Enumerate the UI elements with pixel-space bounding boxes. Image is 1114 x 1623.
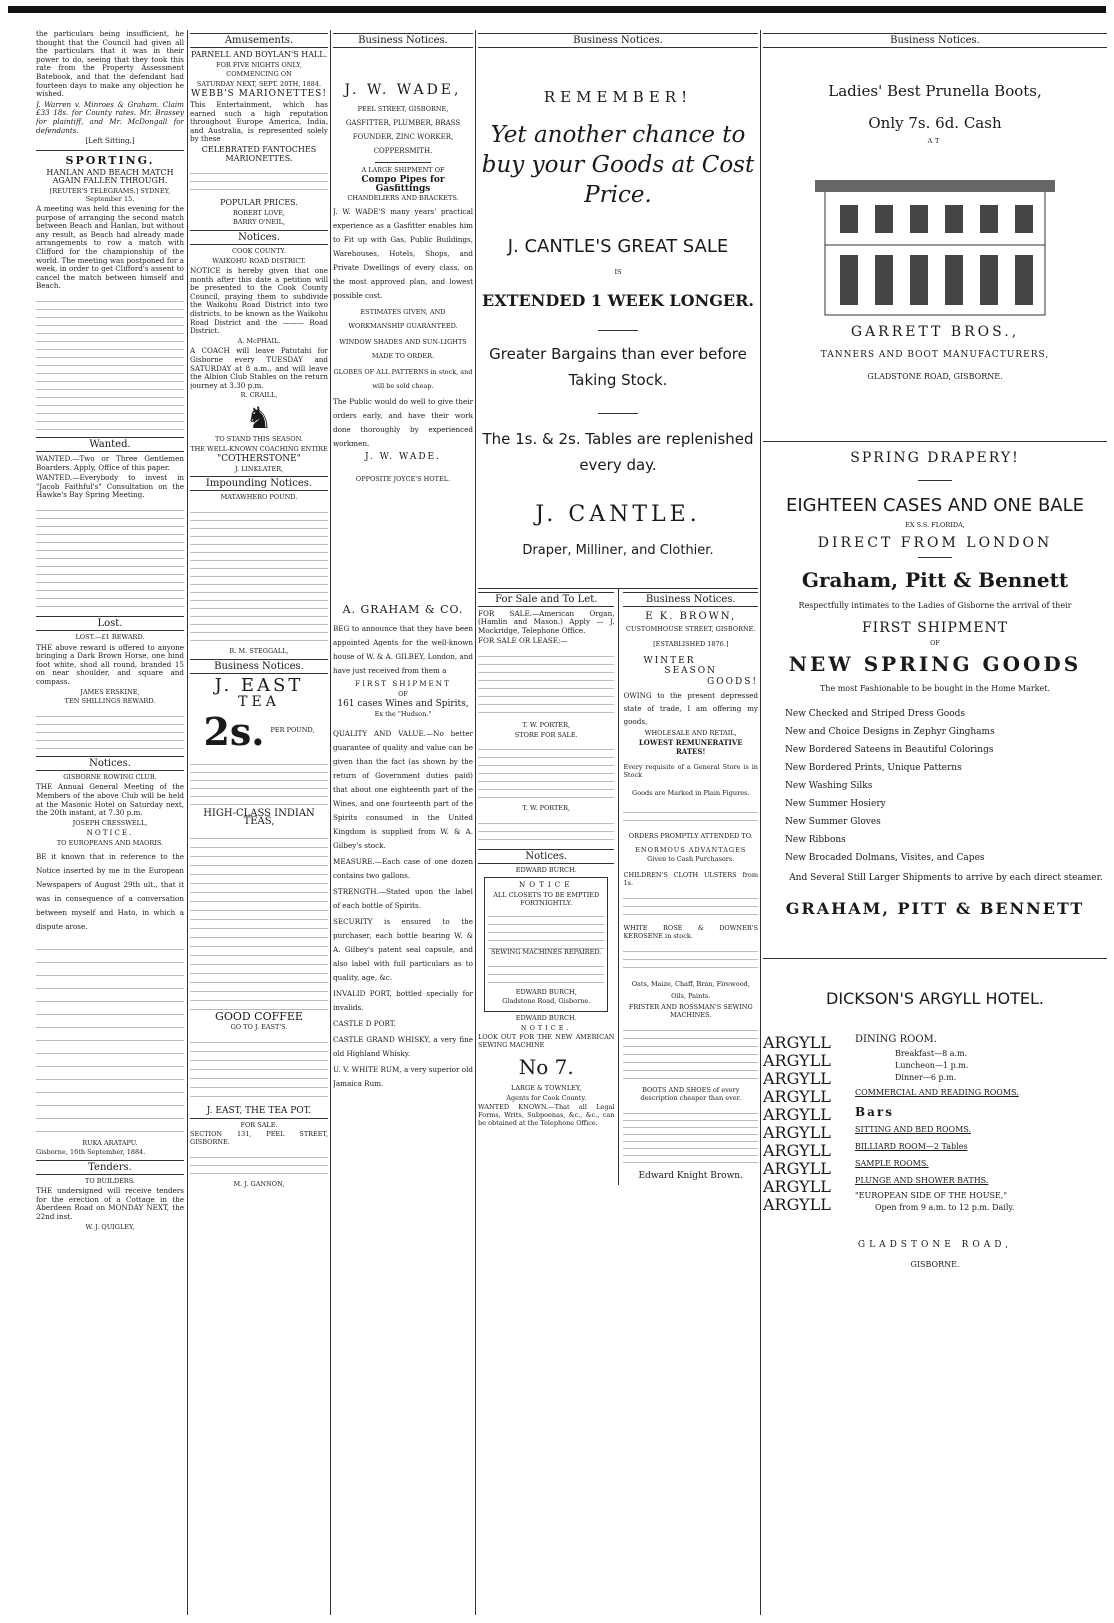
argyll-word: ARGYLL bbox=[763, 1122, 831, 1142]
ad-title: TEA bbox=[238, 694, 280, 711]
ad-title: J. CANTLE'S GREAT SALE bbox=[507, 236, 729, 257]
text-block bbox=[478, 649, 614, 719]
argyll-word: ARGYLL bbox=[763, 1032, 831, 1052]
ad-text: TANNERS AND BOOT MANUFACTURERS, bbox=[820, 349, 1050, 360]
signature: J. EAST, THE TEA POT. bbox=[206, 1106, 312, 1117]
signature: T. W. PORTER, bbox=[522, 804, 571, 813]
ad-title: GOOD COFFEE bbox=[215, 1009, 303, 1023]
ad-text: AT bbox=[927, 137, 943, 145]
article-headline: HANLAN AND BEACH MATCH AGAIN FALLEN THROUGH. bbox=[46, 167, 174, 186]
list-item: New Bordered Prints, Unique Patterns bbox=[785, 762, 962, 773]
ad-title: 161 cases Wines and Spirits, bbox=[337, 699, 469, 710]
ad-title: TO STAND THIS SEASON. bbox=[215, 435, 303, 443]
ad-title: TO BUILDERS. bbox=[84, 1176, 135, 1185]
ad-text: FIRST SHIPMENT bbox=[355, 679, 451, 689]
divider bbox=[763, 441, 1107, 442]
column-6 bbox=[763, 30, 1107, 1615]
argyll-word: ARGYLL bbox=[763, 1158, 831, 1178]
ad-text: POPULAR PRICES. bbox=[220, 198, 298, 208]
text-block bbox=[190, 505, 328, 645]
text-block bbox=[623, 891, 758, 921]
section-heading-sporting: SPORTING. bbox=[36, 150, 184, 167]
signature: JAMES ERSKINE, bbox=[80, 687, 140, 696]
ad-text: CASTLE D PORT. bbox=[333, 1018, 396, 1028]
ad-text: Ex the "Hudson." bbox=[374, 709, 432, 718]
argyll-word: ARGYLL bbox=[763, 1104, 831, 1124]
ad-title: EDWARD BURCH. bbox=[515, 865, 577, 874]
text-block bbox=[190, 1034, 328, 1104]
ad-headline: Only 7s. 6d. Cash bbox=[868, 114, 1002, 132]
ad-text: WHOLESALE AND RETAIL, bbox=[644, 728, 737, 737]
ad-headline: EIGHTEEN CASES AND ONE BALE bbox=[785, 494, 1085, 516]
ad-title: TO EUROPEANS AND MAORIS. bbox=[56, 838, 164, 847]
list-item: And Several Still Larger Shipments to arrive by each direct steamer. bbox=[789, 872, 1103, 883]
signature: LARGE & TOWNLEY, bbox=[511, 1084, 582, 1093]
ad-text: FOR FIVE NIGHTS ONLY, bbox=[216, 60, 302, 69]
address: GLADSTONE ROAD, GISBORNE. bbox=[867, 371, 1003, 381]
section-heading-business: Business Notices. bbox=[763, 33, 1107, 48]
ad-title: E K. BROWN, bbox=[645, 610, 737, 622]
list-item: New Brocaded Dolmans, Visites, and Capes bbox=[785, 852, 985, 863]
column-rule bbox=[187, 30, 188, 1615]
classified-ad: THE undersigned will receive tenders for the erection of a Cottage in the Aberdeen Road on MONDAY NEXT, the 22nd inst. bbox=[36, 1186, 184, 1222]
goods-list bbox=[763, 709, 1107, 885]
ad-text: OF bbox=[930, 639, 940, 648]
ad-title: COOK COUNTY. bbox=[232, 246, 286, 255]
ad-text: OPPOSITE JOYCE'S HOTEL. bbox=[355, 474, 451, 483]
signature: R. CRAILL, bbox=[240, 391, 278, 400]
column-rule bbox=[760, 30, 761, 1615]
ad-text: IS bbox=[614, 268, 622, 276]
price: 2s. bbox=[203, 708, 265, 754]
argyll-repeats bbox=[763, 1034, 855, 1214]
ad-title: FOR SALE. bbox=[190, 1118, 328, 1130]
ad-text: STRENGTH.—Stated upon the label of each bottle of Spirits. bbox=[333, 886, 473, 910]
list-item: New Ribbons bbox=[785, 834, 846, 845]
article-text: the particulars being insufficient, he thought that the Council had given all the particulars that it was in their power to do, seeing that they took this rate from the Property Assessment Batebook, and that the defendant had fourteen days to make any objection he wished. bbox=[36, 30, 184, 99]
text-block bbox=[190, 830, 328, 1010]
classified-ad: WANTED KNOWN.—That all Legal Forms, Writs, Subpoenas, &c., &c., can be obtained at the Telephone Office. bbox=[478, 1103, 615, 1127]
ad-title: TEN SHILLINGS REWARD. bbox=[64, 697, 156, 706]
ad-text: GASFITTER, PLUMBER, BRASS FOUNDER, ZINC WORKER, COPPERSMITH. bbox=[345, 118, 461, 155]
signature: R. M. STEGGALL, bbox=[229, 646, 289, 655]
feature: COMMERCIAL AND READING ROOMS. bbox=[855, 1087, 1019, 1097]
ad-title: J. W. WADE, bbox=[344, 82, 462, 98]
ad-text: EX S.S. FLORIDA, bbox=[905, 520, 965, 529]
signature: W. J. QUIGLEY, bbox=[85, 1222, 135, 1231]
signature: JOSEPH CRESSWELL, bbox=[72, 818, 148, 827]
argyll-block bbox=[763, 1034, 1107, 1214]
text-block bbox=[36, 937, 184, 1137]
text-block bbox=[36, 294, 184, 434]
signature: T. W. PORTER, bbox=[522, 720, 571, 729]
ad-title: No 7. bbox=[518, 1055, 574, 1080]
column-4 bbox=[478, 30, 758, 1615]
ad-title: "COTHERSTONE" bbox=[217, 454, 301, 465]
ad-text: The most Fashionable to be bought in the Home Market. bbox=[819, 683, 1051, 693]
signature: EDWARD BURCH, bbox=[515, 987, 577, 996]
ad-text: GLOBES OF ALL PATTERNS in stock, and will be sold cheap. bbox=[333, 367, 473, 390]
signature: ROBERT LOVE, bbox=[233, 208, 285, 217]
text-block bbox=[190, 1150, 328, 1178]
section-heading-tenders: Tenders. bbox=[36, 1160, 184, 1175]
classified-ad: BE it known that in reference to the Notice inserted by me in the European Newspapers of August 29th ult., that it was in consequence of a conversation between myself and Hato, in which a dispute arose. bbox=[36, 851, 184, 931]
list-item: New Summer Gloves bbox=[785, 816, 881, 827]
ad-headline: The 1s. & 2s. Tables are replenished every day. bbox=[482, 429, 754, 474]
argyll-word: ARGYLL bbox=[763, 1068, 831, 1088]
ad-text: ESTIMATES GIVEN, AND WORKMANSHIP GUARANTEED. bbox=[348, 307, 458, 330]
section-heading-for-sale: For Sale and To Let. bbox=[478, 592, 614, 607]
classified-ad: FOR SALE.—American Organ, (Hamlin and Mason.) Apply — J. Mockridge, Telephone Office. bbox=[478, 608, 615, 635]
ad-text: U. V. WHITE RUM, a very superior old Jamaica Rum. bbox=[333, 1064, 473, 1088]
signature: Edward Knight Brown. bbox=[638, 1170, 743, 1181]
ad-headline: Yet another chance to buy your Goods at Cost Price. bbox=[481, 122, 755, 208]
ad-title: SPRING DRAPERY! bbox=[850, 449, 1020, 466]
text-block bbox=[488, 909, 604, 949]
hotel-features bbox=[855, 1034, 1107, 1214]
ad-text: PEEL STREET, GISBORNE, bbox=[357, 105, 449, 113]
feature: SAMPLE ROOMS. bbox=[855, 1158, 929, 1168]
ad-text: INVALID PORT, bottled specially for invalids. bbox=[333, 988, 473, 1012]
ad-text: OF bbox=[398, 689, 408, 698]
ad-text: WHITE ROSE & DOWNER'S KEROSENE in stock. bbox=[623, 924, 758, 940]
address: CUSTOMHOUSE STREET, GISBORNE. bbox=[626, 624, 756, 633]
classified-ad: FOR SALE OR LEASE:— bbox=[478, 636, 568, 646]
section-heading-notices: Notices. bbox=[190, 230, 328, 245]
ad-title: NOTICE bbox=[518, 880, 574, 890]
list-item: New Washing Silks bbox=[785, 780, 873, 791]
argyll-word: ARGYLL bbox=[763, 1140, 831, 1160]
feature: "EUROPEAN SIDE OF THE HOUSE," bbox=[855, 1190, 1007, 1200]
ad-text: J. W. WADE'S many years' practical experience as a Gasfitter enables him to Fit up with Gas, Public Buildings, Warehouses, Hotels, Shops, and Private Dwellings of every class, on the most approved plan, and lowest possible cost. bbox=[333, 206, 473, 300]
court-case: J. Warren v. Minroes & Graham. Claim £33 18s. for County rates. Mr. Brassey for plaintiff, and Mr. McDongall for defendants. bbox=[36, 99, 184, 135]
text-block bbox=[623, 805, 758, 825]
signature: M. J. GANNON, bbox=[233, 1179, 285, 1188]
ad-text: OWING to the present depressed state of trade, I am offering my goods, bbox=[623, 690, 758, 726]
section-heading-impounding: Impounding Notices. bbox=[190, 476, 328, 491]
signature: J. W. WADE. bbox=[365, 451, 441, 462]
ad-text: COMMENCING ON bbox=[226, 70, 292, 79]
list-item: New Summer Hosiery bbox=[785, 798, 886, 809]
lower-columns bbox=[478, 588, 758, 1185]
argyll-word: ARGYLL bbox=[763, 1176, 831, 1196]
classified-ad: WANTED.—Everybody to invest in "Jacob Faithful's" Consultation on the Hawke's Bay Spring Meeting. bbox=[36, 473, 184, 500]
divider bbox=[763, 958, 1107, 959]
ad-title: REMEMBER! bbox=[543, 88, 693, 106]
text-block bbox=[623, 1023, 758, 1083]
ad-text: BEG to announce that they have been appointed Agents for the well-known house of W. & A. GILBEY, London, and have just received from them a bbox=[333, 624, 473, 676]
ad-text: Given to Cash Purchasers. bbox=[647, 855, 735, 864]
text-block bbox=[623, 1107, 758, 1167]
brown-column bbox=[619, 589, 758, 1185]
horse-icon: ♞ bbox=[245, 401, 273, 436]
ad-title: SEASON bbox=[664, 666, 718, 677]
feature: Bars bbox=[855, 1104, 894, 1119]
address: GISBORNE. bbox=[910, 1259, 960, 1269]
feature: SITTING AND BED ROOMS. bbox=[855, 1124, 972, 1134]
ad-title: PARNELL AND BOYLAN'S HALL. bbox=[190, 50, 328, 59]
ad-text: NOTICE is hereby given that one month after this date a petition will be presented to the Cook County Council, praying them to subdivide the Waikohu Road District into two districts, to be known as the Waikohu Road District and the ——— Road District. bbox=[190, 266, 328, 336]
ad-title: Compo Pipes for Gasfittings bbox=[361, 175, 445, 194]
section-heading-notices: Notices. bbox=[36, 756, 184, 771]
ad-title: EXTENDED 1 WEEK LONGER. bbox=[482, 290, 754, 310]
ad-text: [ESTABLISHED 1876.] bbox=[653, 640, 729, 649]
ad-text: CHILDREN'S CLOTH ULSTERS from 1s. bbox=[623, 870, 758, 887]
ad-title: Graham, Pitt & Bennett bbox=[801, 568, 1069, 593]
ad-title: DIRECT FROM LONDON bbox=[817, 535, 1053, 552]
classified-ad: THE Annual General Meeting of the Members of the above Club will be held at the Masonic Hotel on Saturday next, the 20th instant, at 7.30 p.m. bbox=[36, 782, 184, 818]
signature: BARRY O'NEIL, bbox=[233, 218, 285, 227]
signature: RUKA ARATAPU. bbox=[82, 1138, 138, 1147]
divider bbox=[918, 480, 952, 481]
ad-title: GARRETT BROS., bbox=[850, 323, 1020, 340]
text-block bbox=[190, 757, 328, 807]
building-illustration bbox=[795, 150, 1075, 320]
ad-title: A. GRAHAM & CO. bbox=[342, 603, 464, 617]
text-block bbox=[36, 503, 184, 613]
section-heading-business: Business Notices. bbox=[333, 33, 473, 48]
column-3 bbox=[333, 30, 473, 1615]
signature: A. McPHAIL. bbox=[237, 336, 281, 345]
for-sale-column bbox=[478, 589, 619, 1185]
ad-text: Agents for Cook County. bbox=[506, 1093, 587, 1102]
ad-text: ALL CLOSETS TO BE EMPTIED FORTNIGHTLY. bbox=[493, 890, 600, 907]
ad-text: A LARGE SHIPMENT OF bbox=[361, 165, 445, 174]
list-item: New Bordered Sateens in Beautiful Colorings bbox=[785, 744, 994, 755]
ad-title: FIRST SHIPMENT bbox=[861, 620, 1009, 637]
ad-text: LOOK OUT FOR THE NEW AMERICAN SEWING MACHINE bbox=[478, 1033, 615, 1049]
ad-headline: DICKSON'S ARGYLL HOTEL. bbox=[826, 988, 1044, 1008]
ad-title: CELEBRATED FANTOCHES MARIONETTES. bbox=[201, 144, 317, 163]
ad-title: HIGH-CLASS INDIAN TEAS, bbox=[203, 807, 315, 828]
ad-text: MEASURE.—Each case of one dozen contains two gallons. bbox=[333, 856, 473, 880]
feature: DINING ROOM. bbox=[855, 1033, 937, 1045]
ad-title: GRAHAM, PITT & BENNETT bbox=[785, 898, 1085, 918]
feature: Breakfast—8 a.m. bbox=[895, 1048, 968, 1058]
price-unit: PER POUND, bbox=[270, 726, 315, 735]
text-block bbox=[623, 944, 758, 974]
masthead-rule bbox=[8, 6, 1106, 13]
ad-title: J. CANTLE. bbox=[535, 501, 701, 527]
ad-text: LOWEST REMUNERATIVE RATES! bbox=[638, 738, 743, 756]
ad-title: GISBORNE ROWING CLUB. bbox=[63, 772, 157, 781]
section-heading-lost: Lost. bbox=[36, 616, 184, 631]
ad-text: WINDOW SHADES AND SUN-LIGHTS MADE TO ORDER. bbox=[339, 337, 467, 360]
section-heading-business: Business Notices. bbox=[190, 659, 328, 674]
ad-text: Respectfully intimates to the Ladies of Gisborne the arrival of their bbox=[798, 601, 1072, 611]
classified-ad: THE above reward is offered to anyone bringing a Dark Brown Horse, one hind foot white, shod all round, branded 15 on near shoulder, and square and compass. bbox=[36, 642, 184, 686]
ad-text: CHANDELIERS AND BRACKETS. bbox=[347, 194, 459, 203]
feature: PLUNGE AND SHOWER BATHS. bbox=[855, 1175, 989, 1185]
ad-text: The Public would do well to give their orders early, and have their work done thoroughly by experienced workmen. bbox=[333, 396, 473, 448]
ad-title: NOTICE. bbox=[86, 828, 134, 838]
text-block bbox=[488, 959, 604, 989]
left-sitting: [Left Sitting.] bbox=[85, 136, 135, 146]
ad-text: Oats, Maize, Chaff, Bran, Firewood, Oils, Paints. bbox=[631, 980, 750, 1001]
ad-text: SATURDAY NEXT, SEPT. 20TH, 1884. bbox=[196, 79, 322, 88]
section-heading-business: Business Notices. bbox=[623, 592, 758, 607]
ad-title: MATAWHERO POUND. bbox=[220, 493, 298, 502]
divider bbox=[375, 162, 431, 163]
list-item: New Checked and Striped Dress Goods bbox=[785, 708, 966, 719]
ad-text: This Entertainment, which has earned such a high reputation throughout Europe America, India, and Australia, is represented solely by these bbox=[190, 99, 328, 144]
ad-text: GO TO J. EAST'S. bbox=[230, 1022, 288, 1031]
ad-text: Every requisite of a General Store is in Stock bbox=[623, 763, 758, 779]
ad-title: WINTER bbox=[643, 655, 696, 666]
feature: Dinner—6 p.m. bbox=[895, 1072, 957, 1082]
text-block bbox=[36, 709, 184, 753]
ad-text: Goods are Marked in Plain Figures. bbox=[632, 788, 750, 797]
column-rule bbox=[475, 30, 476, 1615]
article-text: A meeting was held this evening for the purpose of arranging the second match between Beach and Hanlan, but without any result, as Beach had already made arrangements to row a match with Clifford for the championship of the world. The meeting was postponed for a week, in order to get Clifford's assent to cancel the match between himself and Beach. bbox=[36, 204, 184, 291]
price-block bbox=[190, 709, 328, 754]
address: GLADSTONE ROAD, bbox=[857, 1239, 1013, 1250]
argyll-word: ARGYLL bbox=[763, 1050, 831, 1070]
feature: Open from 9 a.m. to 12 p.m. Daily. bbox=[875, 1202, 1015, 1212]
column-2 bbox=[190, 30, 328, 1615]
argyll-word: ARGYLL bbox=[763, 1086, 831, 1106]
signature: J. LINKLATER, bbox=[234, 464, 284, 473]
ad-text: A COACH will leave Patutahi for Gisborne every TUESDAY and SATURDAY at 8 a.m., and will leave the Albion Club Stables on the return journey at 3.30 p.m. bbox=[190, 346, 328, 390]
ad-text: ORDERS PROMPTLY ATTENDED TO. bbox=[628, 832, 753, 841]
ad-text: SECURITY is ensured to the purchaser, each bottle bearing W. & A. Gilbey's patent seal capsule, and also label with full particulars as to quality, age, &c. bbox=[333, 916, 473, 982]
ad-headline: NEW SPRING GOODS bbox=[788, 651, 1082, 676]
dateline: [REUTER'S TELEGRAMS.] SYDNEY, September 15. bbox=[49, 186, 171, 203]
signature: EDWARD BURCH. bbox=[515, 1013, 577, 1022]
section-heading-notices: Notices. bbox=[478, 849, 614, 864]
ad-title: WEBB'S MARIONETTES! bbox=[191, 89, 327, 100]
dateline: Gisborne, 16th September, 1884. bbox=[36, 1148, 146, 1157]
ad-text: ENORMOUS ADVANTAGES bbox=[635, 845, 747, 854]
ad-text: QUALITY AND VALUE.—No better guarantee of quality and value can be given than the fact (as shown by the return of Government duties paid) that about one eighteenth part of the Wines, and one fourteenth part of the Spirits consumed in the United Kingdom is supplied from W. & A. Gilbey's stock. bbox=[333, 728, 473, 850]
ad-title: WAIKOHU ROAD DISTRICT. bbox=[212, 256, 306, 265]
ad-text: SECTION 131, PEEL STREET, GISBORNE. bbox=[190, 1130, 328, 1146]
ad-text: THE WELL-KNOWN COACHING ENTIRE bbox=[190, 444, 328, 453]
ad-text: BOOTS AND SHOES of every description cheaper than ever. bbox=[640, 1086, 742, 1103]
ad-text: CASTLE GRAND WHISKY, a very fine old Highland Whisky. bbox=[333, 1034, 473, 1058]
divider bbox=[598, 413, 637, 414]
section-heading-business: Business Notices. bbox=[478, 33, 758, 48]
ad-headline: Ladies' Best Prunella Boots, bbox=[828, 82, 1042, 100]
column-1 bbox=[36, 30, 184, 1615]
divider bbox=[918, 557, 952, 558]
ad-title: LOST.—£1 REWARD. bbox=[75, 633, 145, 641]
text-block bbox=[478, 742, 614, 802]
ad-title: STORE FOR SALE. bbox=[514, 730, 578, 739]
section-heading-wanted: Wanted. bbox=[36, 437, 184, 452]
list-item: New and Choice Designs in Zephyr Ginghams bbox=[785, 726, 995, 737]
notice-box bbox=[484, 877, 608, 1012]
ad-text: Draper, Milliner, and Clothier. bbox=[522, 542, 714, 558]
section-heading-amusements: Amusements. bbox=[190, 33, 328, 48]
divider bbox=[598, 330, 637, 331]
ad-title: J. EAST bbox=[214, 674, 304, 696]
text-block bbox=[478, 816, 614, 846]
argyll-word: ARGYLL bbox=[763, 1194, 831, 1214]
ad-text: FRISTER AND ROSSMAN'S SEWING MACHINES. bbox=[628, 1003, 753, 1019]
ad-text: SEWING MACHINES REPAIRED. bbox=[491, 948, 602, 957]
classified-ad: WANTED.—Two or Three Gentlemen Boarders. Apply, Office of this paper. bbox=[36, 454, 184, 472]
feature: BILLIARD ROOM—2 Tables bbox=[855, 1141, 968, 1151]
address: Gladstone Road, Gisborne. bbox=[502, 997, 591, 1006]
ad-headline: Greater Bargains than ever before Taking Stock. bbox=[489, 344, 747, 389]
feature: Luncheon—1 p.m. bbox=[895, 1060, 969, 1070]
text-block bbox=[190, 166, 328, 196]
column-rule bbox=[330, 30, 331, 1615]
ad-title: NOTICE. bbox=[520, 1023, 572, 1032]
ad-title: GOODS! bbox=[707, 676, 758, 687]
